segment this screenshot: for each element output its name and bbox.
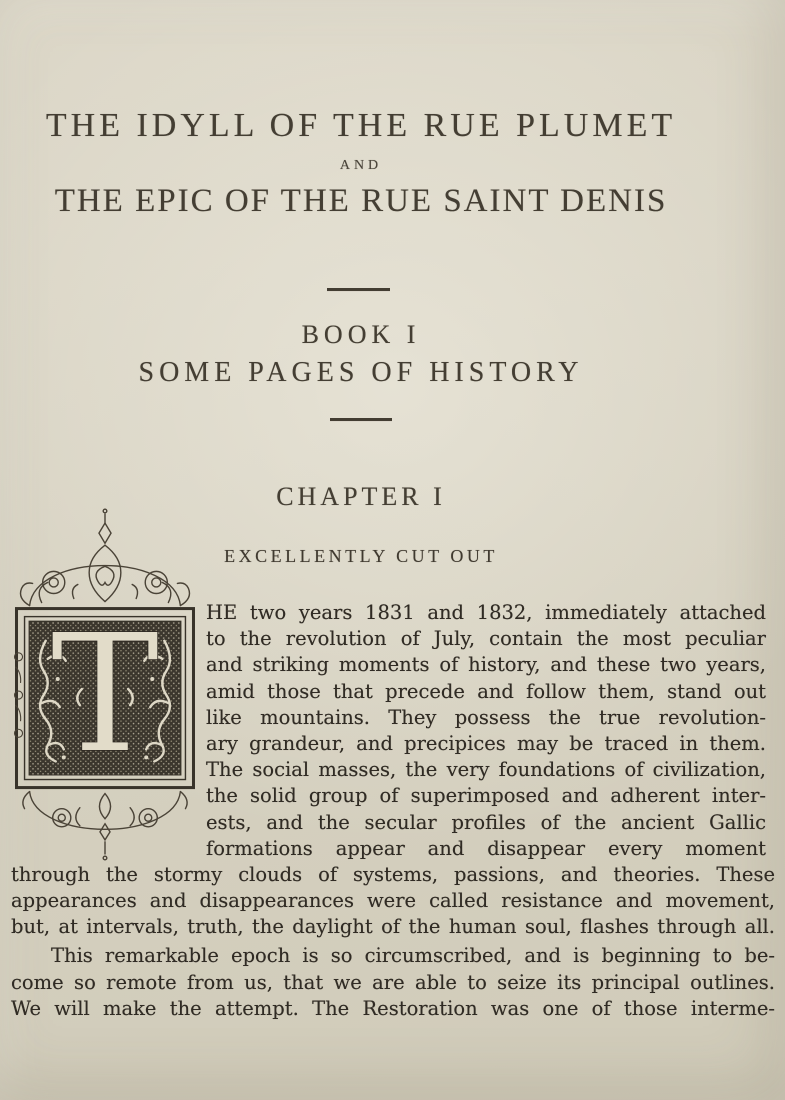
divider-rule-bottom	[330, 418, 392, 421]
book-number-heading: BOOK I	[301, 320, 421, 349]
conjunction-and: AND	[339, 158, 383, 173]
top-flourish-scrollwork	[21, 509, 190, 605]
text-line: through the stormy clouds of systems, passions, and theories. These	[11, 863, 775, 886]
bottom-flourish-scrollwork	[23, 792, 187, 860]
text-line: formations appear and disappear every moment	[206, 836, 766, 860]
text-line: We will make the attempt. The Restoration was one of those interme-	[11, 997, 775, 1021]
chapter-subtitle: EXCELLENTLY CUT OUT	[224, 546, 498, 566]
ornamental-initial-T	[10, 506, 200, 864]
text-line: like mountains. They possess the true revolution-	[206, 705, 766, 729]
text-line: HE two years 1831 and 1832, immediately attached	[206, 601, 766, 624]
divider-rule-top	[327, 288, 390, 291]
paragraph-first-indent-block	[206, 600, 766, 862]
text-line: amid those that precede and follow them, stand out	[206, 679, 766, 703]
text-line: to the revolution of July, contain the most peculiar	[206, 627, 766, 651]
title-line-1: THE IDYLL OF THE RUE PLUMET	[45, 107, 677, 144]
text-line: The social masses, the very foundations of civilization,	[206, 758, 766, 782]
text-line: come so remote from us, that we are able to seize its principal outlines.	[11, 970, 775, 994]
text-line: the solid group of superimposed and adherent inter-	[206, 784, 766, 808]
paragraph-second	[11, 943, 775, 1023]
book-title-heading: SOME PAGES OF HISTORY	[138, 357, 584, 388]
title-line-2: THE EPIC OF THE RUE SAINT DENIS	[54, 183, 668, 219]
text-line: but, at intervals, truth, the daylight of the human soul, flashes through all.	[11, 915, 775, 939]
text-line: This remarkable epoch is so circumscribed, and is beginning to be-	[51, 944, 775, 967]
text-line: and striking moments of history, and these two years,	[206, 653, 766, 677]
text-line: ests, and the secular profiles of the ancient Gallic	[206, 810, 766, 834]
paragraph-first-full-block	[11, 862, 775, 941]
text-line: ary grandeur, and precipices may be traced in them.	[206, 732, 766, 756]
text-line: appearances and disappearances were called resistance and movement,	[11, 889, 775, 913]
chapter-number-heading: CHAPTER I	[276, 482, 446, 511]
initial-letter: T	[50, 600, 160, 790]
